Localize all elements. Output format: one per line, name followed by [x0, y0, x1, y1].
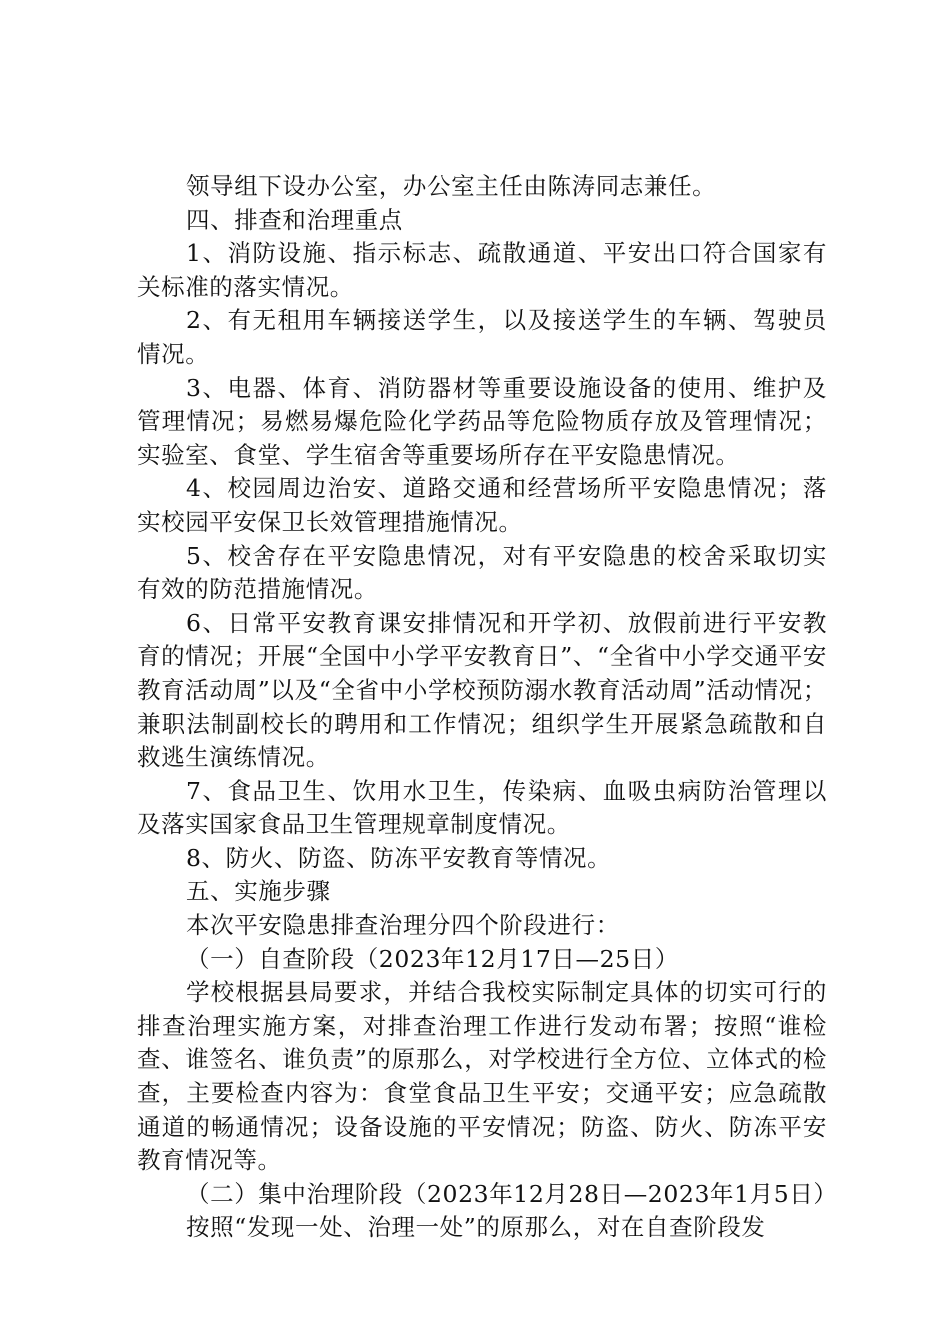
paragraph-centralized-treatment: 按照“发现一处、治理一处”的原那么，对在自查阶段发: [186, 1213, 766, 1242]
section-heading-key-points: 四、排查和治理重点: [186, 205, 403, 234]
paragraph-item-8: 8、防火、防盗、防冻平安教育等情况。: [186, 843, 612, 872]
paragraph-item-6: 6、日常平安教育课安排情况和开学初、放假前进行平安教育的情况；开展“全国中小学平安教育日”、“全省中小学交通平安教育活动周”以及“全省中小学校预防溺水教育活动周”活动情况；兼职法制副校长的聘用和工作情况；组织学生开展紧急疏散和自救逃生演练情况。: [137, 608, 827, 772]
section-heading-steps: 五、实施步骤: [186, 877, 331, 906]
paragraph-item-2: 2、有无租用车辆接送学生，以及接送学生的车辆、驾驶员情况。: [137, 306, 827, 368]
paragraph-office: 领导组下设办公室，办公室主任由陈涛同志兼任。: [186, 172, 717, 200]
paragraph-item-3: 3、电器、体育、消防器材等重要设施设备的使用、维护及管理情况；易燃易爆危险化学药品等危险物质存放及管理情况；实验室、食堂、学生宿舍等重要场所存在平安隐患情况。: [137, 373, 827, 469]
paragraph-item-1: 1、消防设施、指示标志、疏散通道、平安出口符合国家有关标准的落实情况。: [137, 239, 827, 301]
paragraph-item-4: 4、校园周边治安、道路交通和经营场所平安隐患情况；落实校园平安保卫长效管理措施情况。: [137, 474, 827, 536]
paragraph-steps-intro: 本次平安隐患排查治理分四个阶段进行：: [186, 911, 620, 940]
document-body: [137, 170, 838, 1245]
paragraph-item-7: 7、食品卫生、饮用水卫生，传染病、血吸虫病防治管理以及落实国家食品卫生管理规章制度情况。: [137, 776, 827, 839]
subheading-self-check: （一）自查阶段（2023年12月17日—25日）: [186, 944, 679, 973]
paragraph-self-check: 学校根据县局要求，并结合我校实际制定具体的切实可行的排查治理实施方案，对排查治理工作进行发动布署；按照“谁检查、谁签名、谁负责”的原那么，对学校进行全方位、立体式的检查，主要检查内容为：食堂食品卫生平安；交通平安；应急疏散通道的畅通情况；设备设施的平安情况；防盗、防火、防冻平安教育情况等。: [137, 978, 827, 1175]
paragraph-item-5: 5、校舍存在平安隐患情况，对有平安隐患的校舍采取切实有效的防范措施情况。: [137, 541, 827, 604]
subheading-centralized-treatment: （二）集中治理阶段（2023年12月28日—2023年1月5日）: [186, 1179, 838, 1208]
